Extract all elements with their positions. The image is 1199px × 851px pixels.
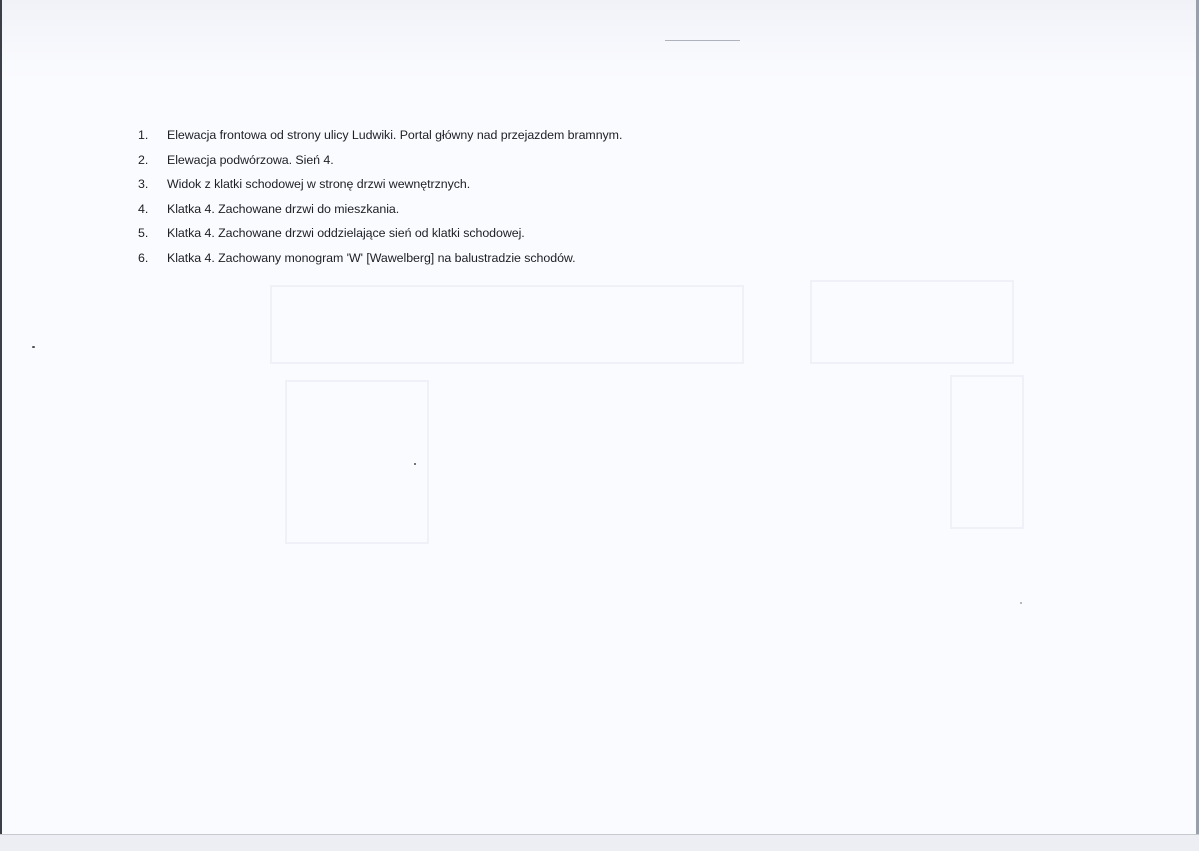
- caption-number: 3.: [138, 177, 149, 192]
- caption-text: Widok z klatki schodowej w stronę drzwi wewnętrznych.: [167, 177, 471, 192]
- caption-item: [138, 127, 622, 152]
- caption-text: Elewacja frontowa od strony ulicy Ludwiki. Portal główny nad przejazdem bramnym.: [167, 128, 623, 142]
- caption-item: [138, 201, 622, 226]
- caption-text: Klatka 4. Zachowane drzwi oddzielające sień od klatki schodowej.: [167, 226, 525, 241]
- photo-caption-list: [138, 127, 622, 275]
- scan-artifact-line: [665, 40, 740, 41]
- scan-speck: [414, 463, 416, 465]
- scanner-bed-edge: [0, 834, 1199, 851]
- caption-text: Klatka 4. Zachowany monogram 'W' [Wawelberg] na balustradzie schodów.: [167, 250, 576, 265]
- caption-item: [138, 225, 622, 250]
- caption-number: 2.: [138, 152, 149, 167]
- caption-number: 1.: [138, 128, 149, 142]
- scan-speck: [1020, 602, 1022, 604]
- caption-item: [138, 152, 622, 177]
- scan-shadow-top: [0, 0, 1199, 80]
- caption-number: 4.: [138, 201, 149, 216]
- bleed-through-shape: [810, 280, 1014, 364]
- page-left-edge: [0, 0, 2, 835]
- bleed-through-shape: [285, 380, 429, 544]
- caption-number: 6.: [138, 250, 149, 265]
- bleed-through-shape: [270, 285, 744, 364]
- caption-item: [138, 176, 622, 201]
- caption-text: Elewacja podwórzowa. Sień 4.: [167, 152, 334, 167]
- caption-text: Klatka 4. Zachowane drzwi do mieszkania.: [167, 201, 400, 216]
- scan-speck: [32, 346, 35, 348]
- caption-item: [138, 250, 622, 275]
- caption-number: 5.: [138, 226, 149, 241]
- bleed-through-shape: [950, 375, 1024, 529]
